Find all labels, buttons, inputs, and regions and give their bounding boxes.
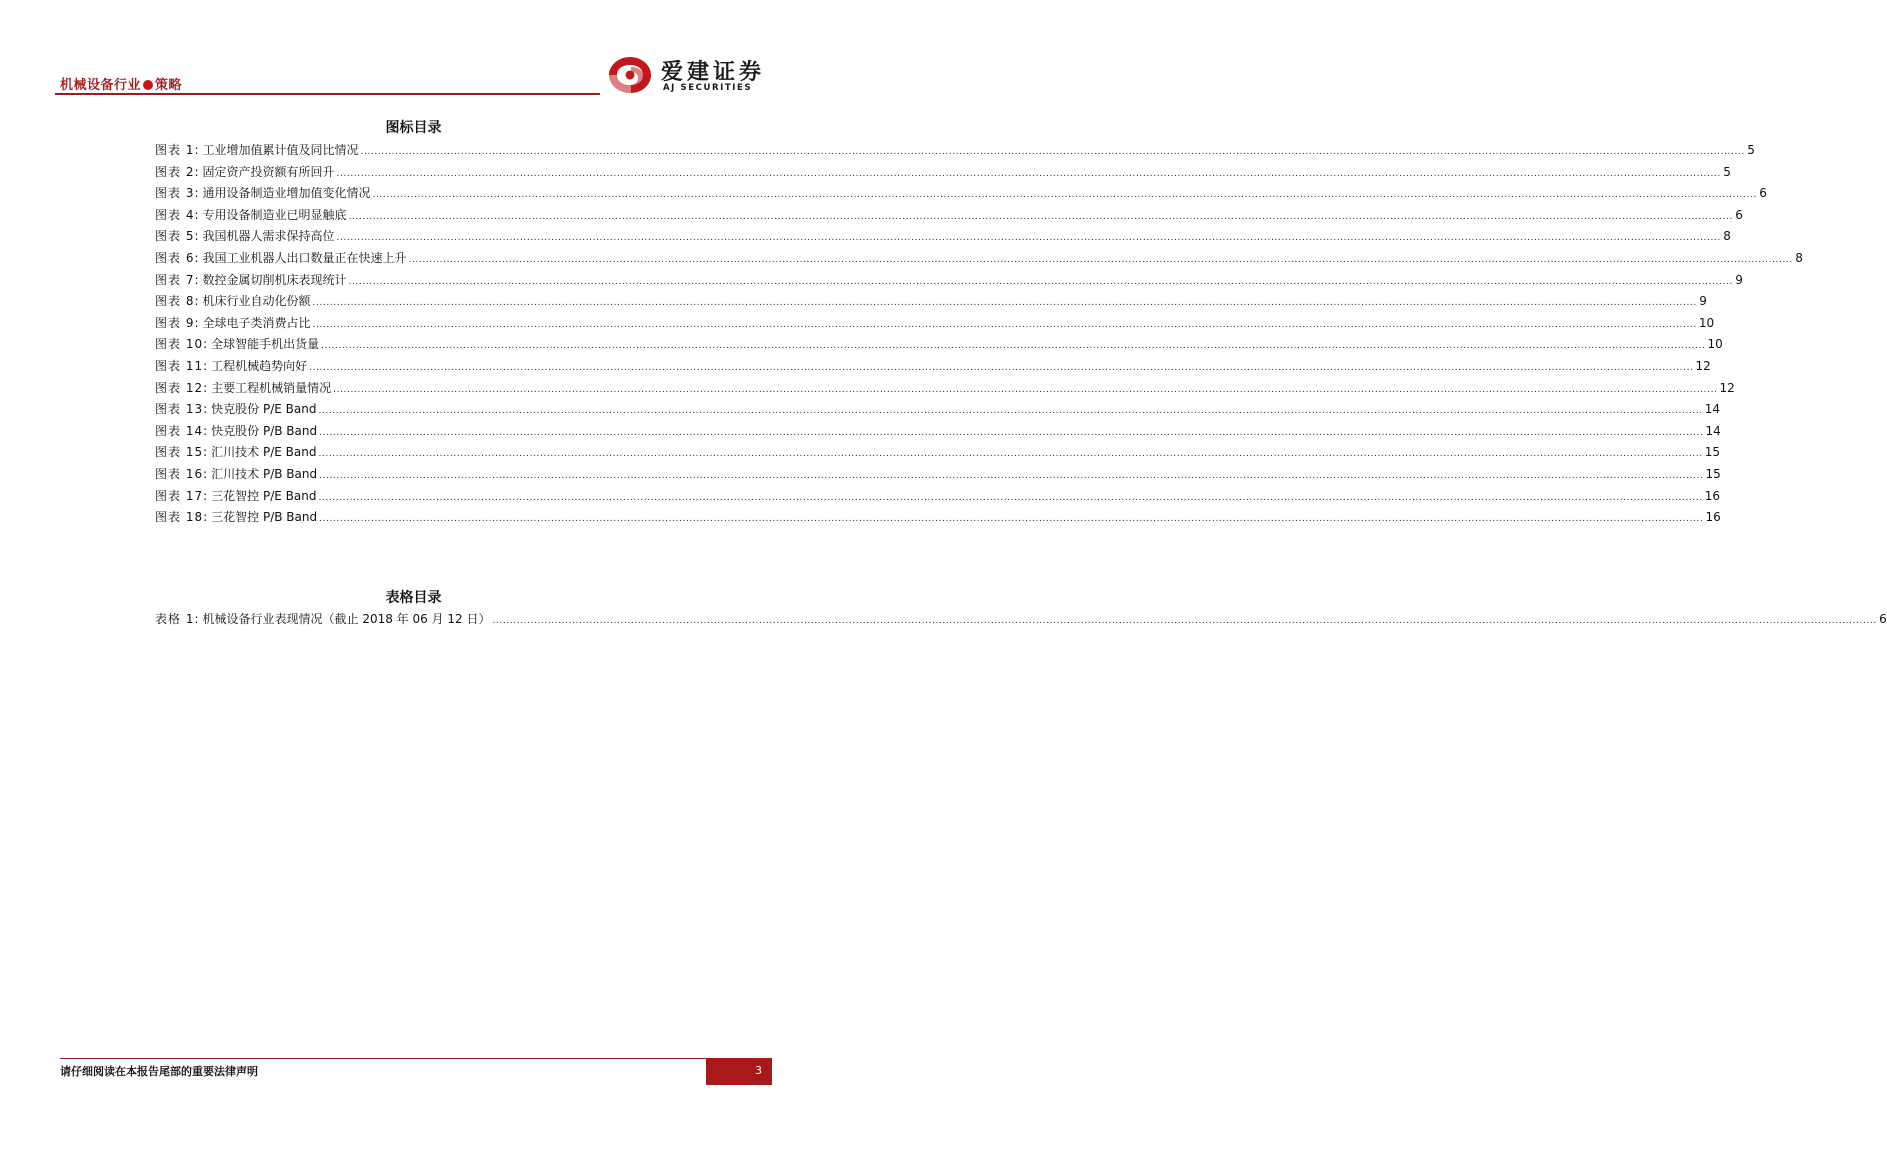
toc-entry-label: 图表 17: bbox=[155, 488, 209, 503]
toc-entry-label: 图表 1: bbox=[155, 143, 200, 157]
toc-entry-label: 图表 2: bbox=[155, 164, 200, 179]
toc-entry-title: 汇川技术 P/E Band bbox=[211, 445, 317, 460]
toc-entry-label: 图表 8: bbox=[155, 294, 200, 309]
toc-entry-title: 通用设备制造业增加值变化情况 bbox=[202, 186, 371, 201]
toc-entry-label: 图表 14: bbox=[155, 423, 209, 438]
toc-dot-leader: ................................................................................................................................................................................................................................................................................................................................................................................................................ bbox=[309, 362, 1694, 373]
tables-toc bbox=[155, 609, 1887, 631]
toc-entry-page-number: 10 bbox=[1707, 337, 1723, 352]
company-logo bbox=[607, 55, 772, 100]
toc-entry-title: 机械设备行业表现情况（截止 2018 年 06 月 12 日） bbox=[202, 612, 491, 626]
toc-dot-leader: ................................................................................................................................................................................................................................................................................................................................................................................................................ bbox=[336, 233, 1721, 244]
toc-entry-page-number: 12 bbox=[1719, 380, 1735, 395]
toc-entry[interactable] bbox=[155, 291, 1707, 313]
toc-entry-page-number: 12 bbox=[1695, 358, 1711, 373]
toc-entry-title: 快克股份 P/B Band bbox=[211, 423, 318, 438]
figures-toc bbox=[155, 140, 1803, 529]
toc-entry[interactable] bbox=[155, 507, 1721, 529]
toc-entry-page-number: 14 bbox=[1705, 423, 1721, 438]
toc-entry-page-number: 8 bbox=[1795, 250, 1803, 265]
toc-entry-title: 全球电子类消费占比 bbox=[202, 315, 311, 330]
toc-entry-label: 图表 12: bbox=[155, 380, 209, 395]
toc-dot-leader: ................................................................................................................................................................................................................................................................................................................................................................................................................ bbox=[348, 211, 1733, 222]
header-title-part1: 机械设备行业 bbox=[60, 78, 142, 93]
toc-entry-label: 图表 16: bbox=[155, 466, 209, 481]
toc-entry-page-number: 6 bbox=[1879, 612, 1887, 626]
toc-entry-label: 表格 1: bbox=[155, 612, 200, 626]
toc-dot-leader: ................................................................................................................................................................................................................................................................................................................................................................................................................ bbox=[319, 427, 1704, 438]
toc-entry-label: 图表 11: bbox=[155, 358, 209, 373]
toc-entry[interactable] bbox=[155, 162, 1731, 184]
toc-entry-title: 我国工业机器人出口数量正在快速上升 bbox=[202, 250, 407, 265]
toc-dot-leader: ................................................................................................................................................................................................................................................................................................................................................................................................................ bbox=[319, 514, 1704, 525]
logo-chinese-name: 爱建证券 bbox=[661, 59, 766, 85]
toc-entry[interactable] bbox=[155, 334, 1723, 356]
header-dot-icon bbox=[143, 80, 153, 90]
footer-disclaimer: 请仔细阅读在本报告尾部的重要法律声明 bbox=[60, 1065, 258, 1078]
toc-entry-title: 我国机器人需求保持高位 bbox=[202, 229, 335, 244]
toc-entry[interactable] bbox=[155, 399, 1721, 421]
toc-entry-page-number: 16 bbox=[1705, 510, 1721, 525]
figures-toc-heading: 图标目录 bbox=[385, 120, 442, 136]
toc-entry[interactable] bbox=[155, 464, 1721, 486]
toc-entry-page-number: 5 bbox=[1723, 164, 1731, 179]
toc-entry-title: 工程机械趋势向好 bbox=[211, 358, 308, 373]
toc-entry[interactable] bbox=[155, 609, 1887, 631]
toc-entry-title: 固定资产投资额有所回升 bbox=[202, 164, 335, 179]
toc-entry-label: 图表 6: bbox=[155, 250, 200, 265]
toc-entry-title: 数控金属切削机床表现统计 bbox=[202, 272, 347, 287]
toc-entry-page-number: 6 bbox=[1735, 207, 1743, 222]
toc-entry-label: 图表 3: bbox=[155, 186, 200, 201]
footer-page-number: 3 bbox=[706, 1058, 772, 1085]
toc-entry[interactable] bbox=[155, 226, 1731, 248]
header-title bbox=[60, 74, 182, 93]
toc-entry-title: 主要工程机械销量情况 bbox=[211, 380, 332, 395]
toc-entry-page-number: 8 bbox=[1723, 229, 1731, 244]
toc-entry-title: 机床行业自动化份额 bbox=[202, 294, 311, 309]
toc-entry[interactable] bbox=[155, 442, 1721, 464]
toc-entry[interactable] bbox=[155, 356, 1711, 378]
toc-dot-leader: ................................................................................................................................................................................................................................................................................................................................................................................................................ bbox=[318, 492, 1703, 503]
toc-entry-title: 三花智控 P/E Band bbox=[211, 488, 317, 503]
toc-dot-leader: ................................................................................................................................................................................................................................................................................................................................................................................................................ bbox=[319, 470, 1704, 481]
toc-dot-leader: ................................................................................................................................................................................................................................................................................................................................................................................................................ bbox=[360, 147, 1745, 157]
toc-entry-page-number: 9 bbox=[1699, 294, 1707, 309]
toc-entry-title: 快克股份 P/E Band bbox=[211, 402, 317, 417]
toc-entry-page-number: 15 bbox=[1704, 445, 1721, 460]
toc-entry-page-number: 16 bbox=[1704, 488, 1721, 503]
tables-toc-heading: 表格目录 bbox=[385, 590, 442, 606]
toc-entry-label: 图表 9: bbox=[155, 315, 200, 330]
toc-entry-title: 专用设备制造业已明显触底 bbox=[202, 207, 347, 222]
toc-entry[interactable] bbox=[155, 486, 1721, 508]
toc-dot-leader: ................................................................................................................................................................................................................................................................................................................................................................................................................ bbox=[408, 254, 1793, 265]
toc-dot-leader: ................................................................................................................................................................................................................................................................................................................................................................................................................ bbox=[336, 168, 1721, 179]
toc-entry-page-number: 9 bbox=[1735, 272, 1743, 287]
toc-entry-title: 汇川技术 P/B Band bbox=[211, 466, 318, 481]
toc-entry-label: 图表 4: bbox=[155, 207, 200, 222]
toc-entry-label: 图表 5: bbox=[155, 229, 200, 244]
toc-entry[interactable] bbox=[155, 378, 1735, 400]
toc-entry[interactable] bbox=[155, 183, 1767, 205]
toc-entry[interactable] bbox=[155, 313, 1715, 335]
toc-entry-title: 三花智控 P/B Band bbox=[211, 510, 318, 525]
toc-dot-leader: ................................................................................................................................................................................................................................................................................................................................................................................................................ bbox=[333, 384, 1718, 395]
toc-entry-page-number: 14 bbox=[1704, 402, 1721, 417]
toc-entry-label: 图表 13: bbox=[155, 402, 209, 417]
toc-dot-leader: ................................................................................................................................................................................................................................................................................................................................................................................................................ bbox=[372, 190, 1757, 201]
header-title-part2: 策略 bbox=[155, 78, 183, 93]
toc-entry-label: 图表 15: bbox=[155, 445, 209, 460]
toc-entry[interactable] bbox=[155, 205, 1743, 227]
logo-english-name: AJ SECURITIES bbox=[663, 83, 753, 93]
toc-entry-page-number: 15 bbox=[1705, 466, 1721, 481]
toc-entry-label: 图表 10: bbox=[155, 337, 209, 352]
toc-entry[interactable] bbox=[155, 270, 1743, 292]
toc-entry-title: 全球智能手机出货量 bbox=[211, 337, 320, 352]
toc-entry-page-number: 6 bbox=[1759, 186, 1767, 201]
toc-entry[interactable] bbox=[155, 248, 1803, 270]
toc-dot-leader: ................................................................................................................................................................................................................................................................................................................................................................................................................ bbox=[321, 341, 1706, 352]
footer-divider bbox=[60, 1058, 706, 1059]
toc-entry-title: 工业增加值累计值及同比情况 bbox=[202, 143, 359, 157]
toc-entry-label: 图表 7: bbox=[155, 272, 200, 287]
logo-mark-icon bbox=[607, 55, 653, 95]
toc-entry[interactable] bbox=[155, 421, 1721, 443]
toc-entry-page-number: 5 bbox=[1747, 143, 1755, 157]
toc-entry[interactable] bbox=[155, 140, 1755, 162]
toc-entry-page-number: 10 bbox=[1698, 315, 1715, 330]
toc-dot-leader: ................................................................................................................................................................................................................................................................................................................................................................................................................ bbox=[312, 319, 1697, 330]
toc-dot-leader: ................................................................................................................................................................................................................................................................................................................................................................................................................ bbox=[318, 406, 1703, 417]
toc-dot-leader: ................................................................................................................................................................................................................................................................................................................................................................................................................ bbox=[318, 449, 1703, 460]
toc-dot-leader: ................................................................................................................................................................................................................................................................................................................................................................................................................ bbox=[348, 276, 1733, 287]
toc-dot-leader: ................................................................................................................................................................................................................................................................................................................................................................................................................ bbox=[312, 298, 1697, 309]
toc-entry-label: 图表 18: bbox=[155, 510, 209, 525]
header-divider bbox=[55, 93, 600, 95]
toc-dot-leader: ................................................................................................................................................................................................................................................................................................................................................................................................................ bbox=[492, 616, 1877, 626]
